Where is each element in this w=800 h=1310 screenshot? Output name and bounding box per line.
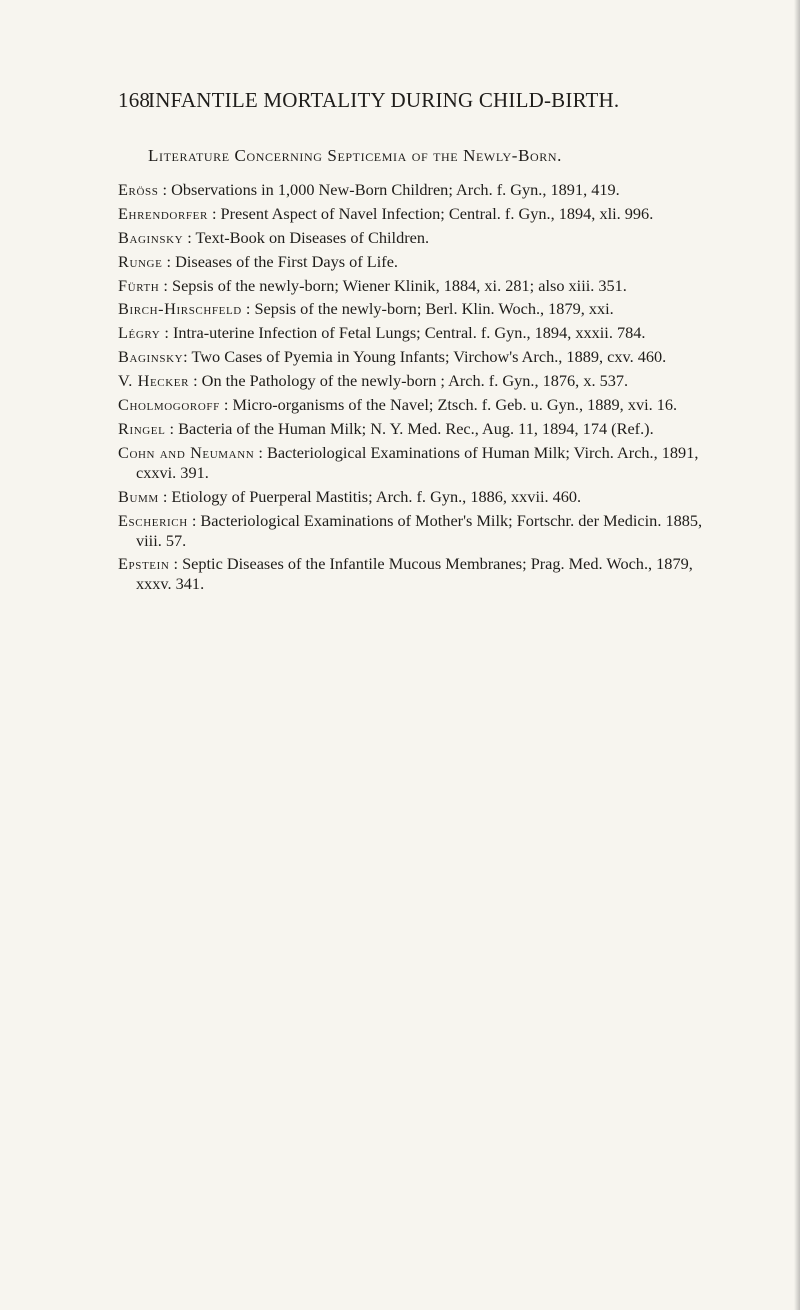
entry-author: Fürth	[118, 275, 160, 295]
entry-author: Epstein	[118, 554, 170, 574]
entry-author: Bumm	[118, 486, 159, 506]
bibliography-entry	[118, 204, 712, 224]
entry-citation: : Micro-organisms of the Navel; Ztsch. f. Geb. u. Gyn., 1889, xvi. 16.	[219, 395, 678, 415]
entry-author: Cholmogoroff	[118, 395, 220, 415]
bibliography-list	[118, 180, 712, 598]
entry-author: Runge	[118, 251, 163, 271]
bibliography-entry	[118, 276, 712, 296]
entry-citation: : Septic Diseases of the Infantile Mucous Membranes; Prag. Med. Woch., 1879, xxxv. 341.	[136, 554, 693, 594]
running-title: INFANTILE MORTALITY DURING CHILD-BIRTH.	[148, 88, 620, 112]
bibliography-entry	[118, 299, 712, 319]
entry-author: Birch-Hirschfeld	[118, 299, 242, 319]
entry-author: Eröss	[118, 180, 159, 199]
bibliography-entry	[118, 443, 712, 483]
bibliography-entry	[118, 228, 712, 248]
entry-author: Cohn and Neumann	[118, 442, 255, 462]
entry-citation: : Sepsis of the newly-born; Wiener Klinik, 1884, xi. 281; also xiii. 351.	[159, 275, 627, 295]
bibliography-entry	[118, 323, 712, 343]
entry-author: Baginsky	[118, 227, 184, 247]
entry-citation: : Diseases of the First Days of Life.	[162, 251, 398, 271]
page-number: 168	[118, 88, 151, 112]
entry-citation: : Intra-uterine Infection of Fetal Lungs; Central. f. Gyn., 1894, xxxii. 784.	[160, 323, 646, 343]
bibliography-entry	[118, 395, 712, 415]
bibliography-entry	[118, 511, 712, 551]
entry-author: Ehrendorfer	[118, 203, 208, 223]
section-heading: Literature Concerning Septicemia of the Newly-Born.	[148, 146, 562, 165]
bibliography-entry	[118, 371, 712, 391]
entry-citation: : Bacteriological Examinations of Mother's Milk; Fortschr. der Medicin. 1885, viii. 57.	[136, 510, 703, 550]
running-head	[118, 88, 678, 116]
entry-author: Escherich	[118, 510, 188, 530]
entry-citation: : Present Aspect of Navel Infection; Central. f. Gyn., 1894, xli. 996.	[207, 203, 654, 223]
bibliography-entry	[118, 487, 712, 507]
entry-citation: : Bacteriological Examinations of Human Milk; Virch. Arch., 1891, cxxvi. 391.	[136, 442, 699, 482]
entry-citation: : Sepsis of the newly-born; Berl. Klin. Woch., 1879, xxi.	[241, 299, 614, 319]
bibliography-entry	[118, 554, 712, 594]
entry-author: V. Hecker	[118, 371, 190, 391]
bibliography-entry	[118, 347, 712, 367]
entry-author: Baginsky	[118, 347, 184, 367]
bibliography-entry	[118, 180, 712, 200]
page-edge-shadow	[794, 0, 800, 1310]
entry-author: Légry	[118, 323, 161, 343]
entry-author: Ringel	[118, 418, 166, 438]
entry-citation: : Bacteria of the Human Milk; N. Y. Med. Rec., Aug. 11, 1894, 174 (Ref.).	[165, 418, 654, 438]
bibliography-entry	[118, 252, 712, 272]
entry-citation: : Observations in 1,000 New-Born Children; Arch. f. Gyn., 1891, 419.	[158, 180, 620, 199]
entry-citation: : On the Pathology of the newly-born ; Arch. f. Gyn., 1876, x. 537.	[189, 371, 629, 391]
bibliography-entry	[118, 419, 712, 439]
entry-citation: : Two Cases of Pyemia in Young Infants; Virchow's Arch., 1889, cxv. 460.	[183, 347, 667, 367]
entry-citation: : Etiology of Puerperal Mastitis; Arch. f. Gyn., 1886, xxvii. 460.	[158, 486, 582, 506]
entry-citation: : Text-Book on Diseases of Children.	[183, 227, 430, 247]
